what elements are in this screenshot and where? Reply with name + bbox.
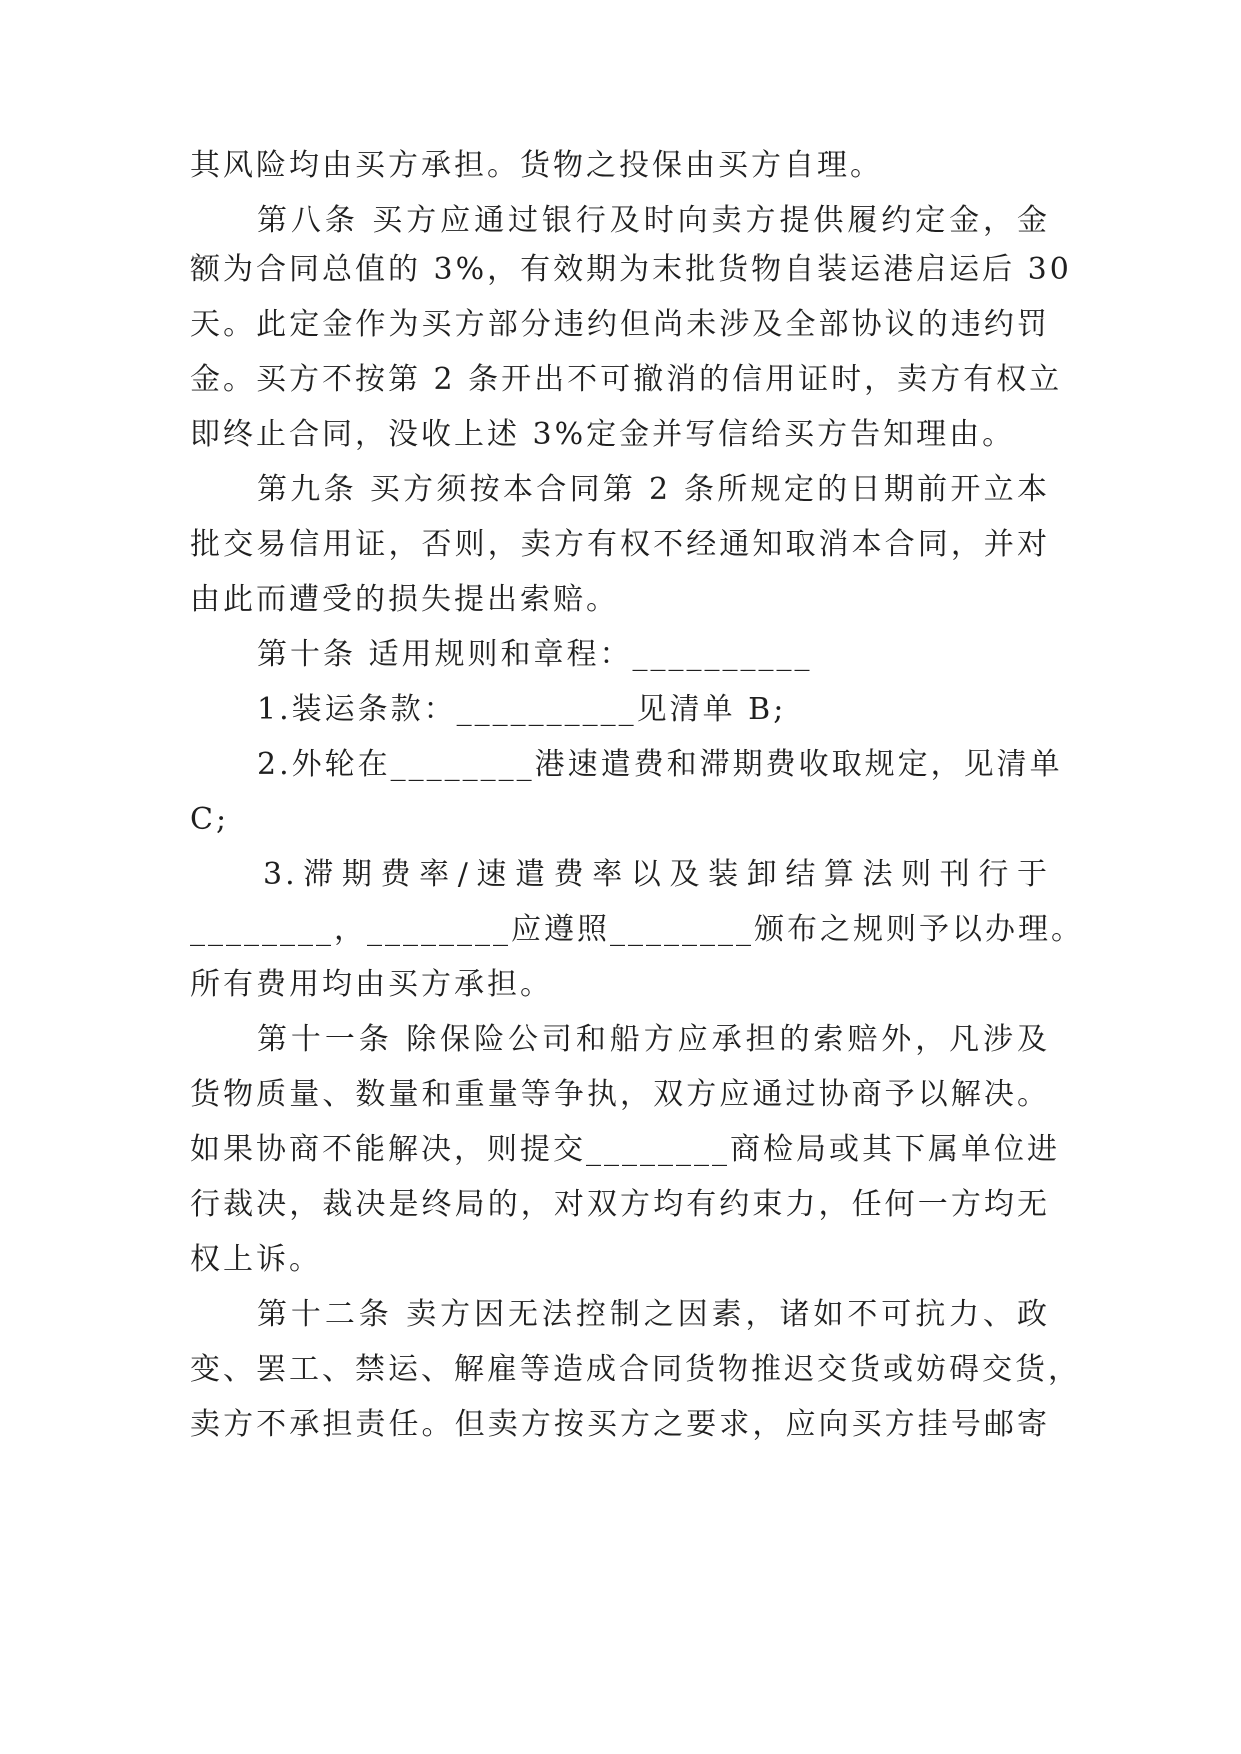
- text-line: 由此而遭受的损失提出索赔。: [190, 582, 619, 617]
- article-10-heading-line: 第十条 适用规则和章程：__________: [257, 637, 813, 672]
- text-line: 额为合同总值的 3%，有效期为末批货物自装运港启运后 30: [190, 252, 1072, 287]
- text-line: 卖方不承担责任。但卖方按买方之要求，应向买方挂号邮寄: [190, 1407, 1050, 1442]
- text-line: 即终止合同，没收上述 3%定金并写信给买方告知理由。: [190, 417, 1016, 452]
- text-line: 如果协商不能解决，则提交________商检局或其下属单位进: [190, 1132, 1060, 1167]
- article-9-heading-line: 第九条 买方须按本合同第 2 条所规定的日期前开立本: [257, 472, 1050, 507]
- clause-3-line: 3.滞期费率/速遣费率以及装卸结算法则刊行于: [263, 857, 1050, 892]
- text-line: 天。此定金作为买方部分违约但尚未涉及全部协议的违约罚: [190, 307, 1050, 342]
- clause-2-line: 2.外轮在________港速遣费和滞期费收取规定，见清单: [257, 747, 1063, 782]
- text-line: 金。买方不按第 2 条开出不可撤消的信用证时，卖方有权立: [190, 362, 1063, 397]
- text-line: 行裁决，裁决是终局的，对双方均有约束力，任何一方均无: [190, 1187, 1050, 1222]
- text-line: 变、罢工、禁运、解雇等造成合同货物推迟交货或妨碍交货，: [190, 1352, 1081, 1387]
- article-12-heading-line: 第十二条 卖方因无法控制之因素，诸如不可抗力、政: [257, 1297, 1050, 1332]
- article-8-heading-line: 第八条 买方应通过银行及时向卖方提供履约定金，金: [257, 203, 1050, 238]
- text-line: ________，________应遵照________颁布之规则予以办理。: [190, 912, 1084, 947]
- text-line: 其风险均由买方承担。货物之投保由买方自理。: [190, 148, 883, 183]
- text-line: 所有费用均由买方承担。: [190, 967, 553, 1002]
- article-11-heading-line: 第十一条 除保险公司和船方应承担的索赔外，凡涉及: [257, 1022, 1050, 1057]
- text-line: C;: [190, 802, 230, 837]
- clause-1-line: 1.装运条款：__________见清单 B;: [257, 692, 787, 727]
- text-line: 货物质量、数量和重量等争执，双方应通过协商予以解决。: [190, 1077, 1050, 1112]
- text-line: 权上诉。: [190, 1242, 322, 1277]
- text-line: 批交易信用证，否则，卖方有权不经通知取消本合同，并对: [190, 527, 1050, 562]
